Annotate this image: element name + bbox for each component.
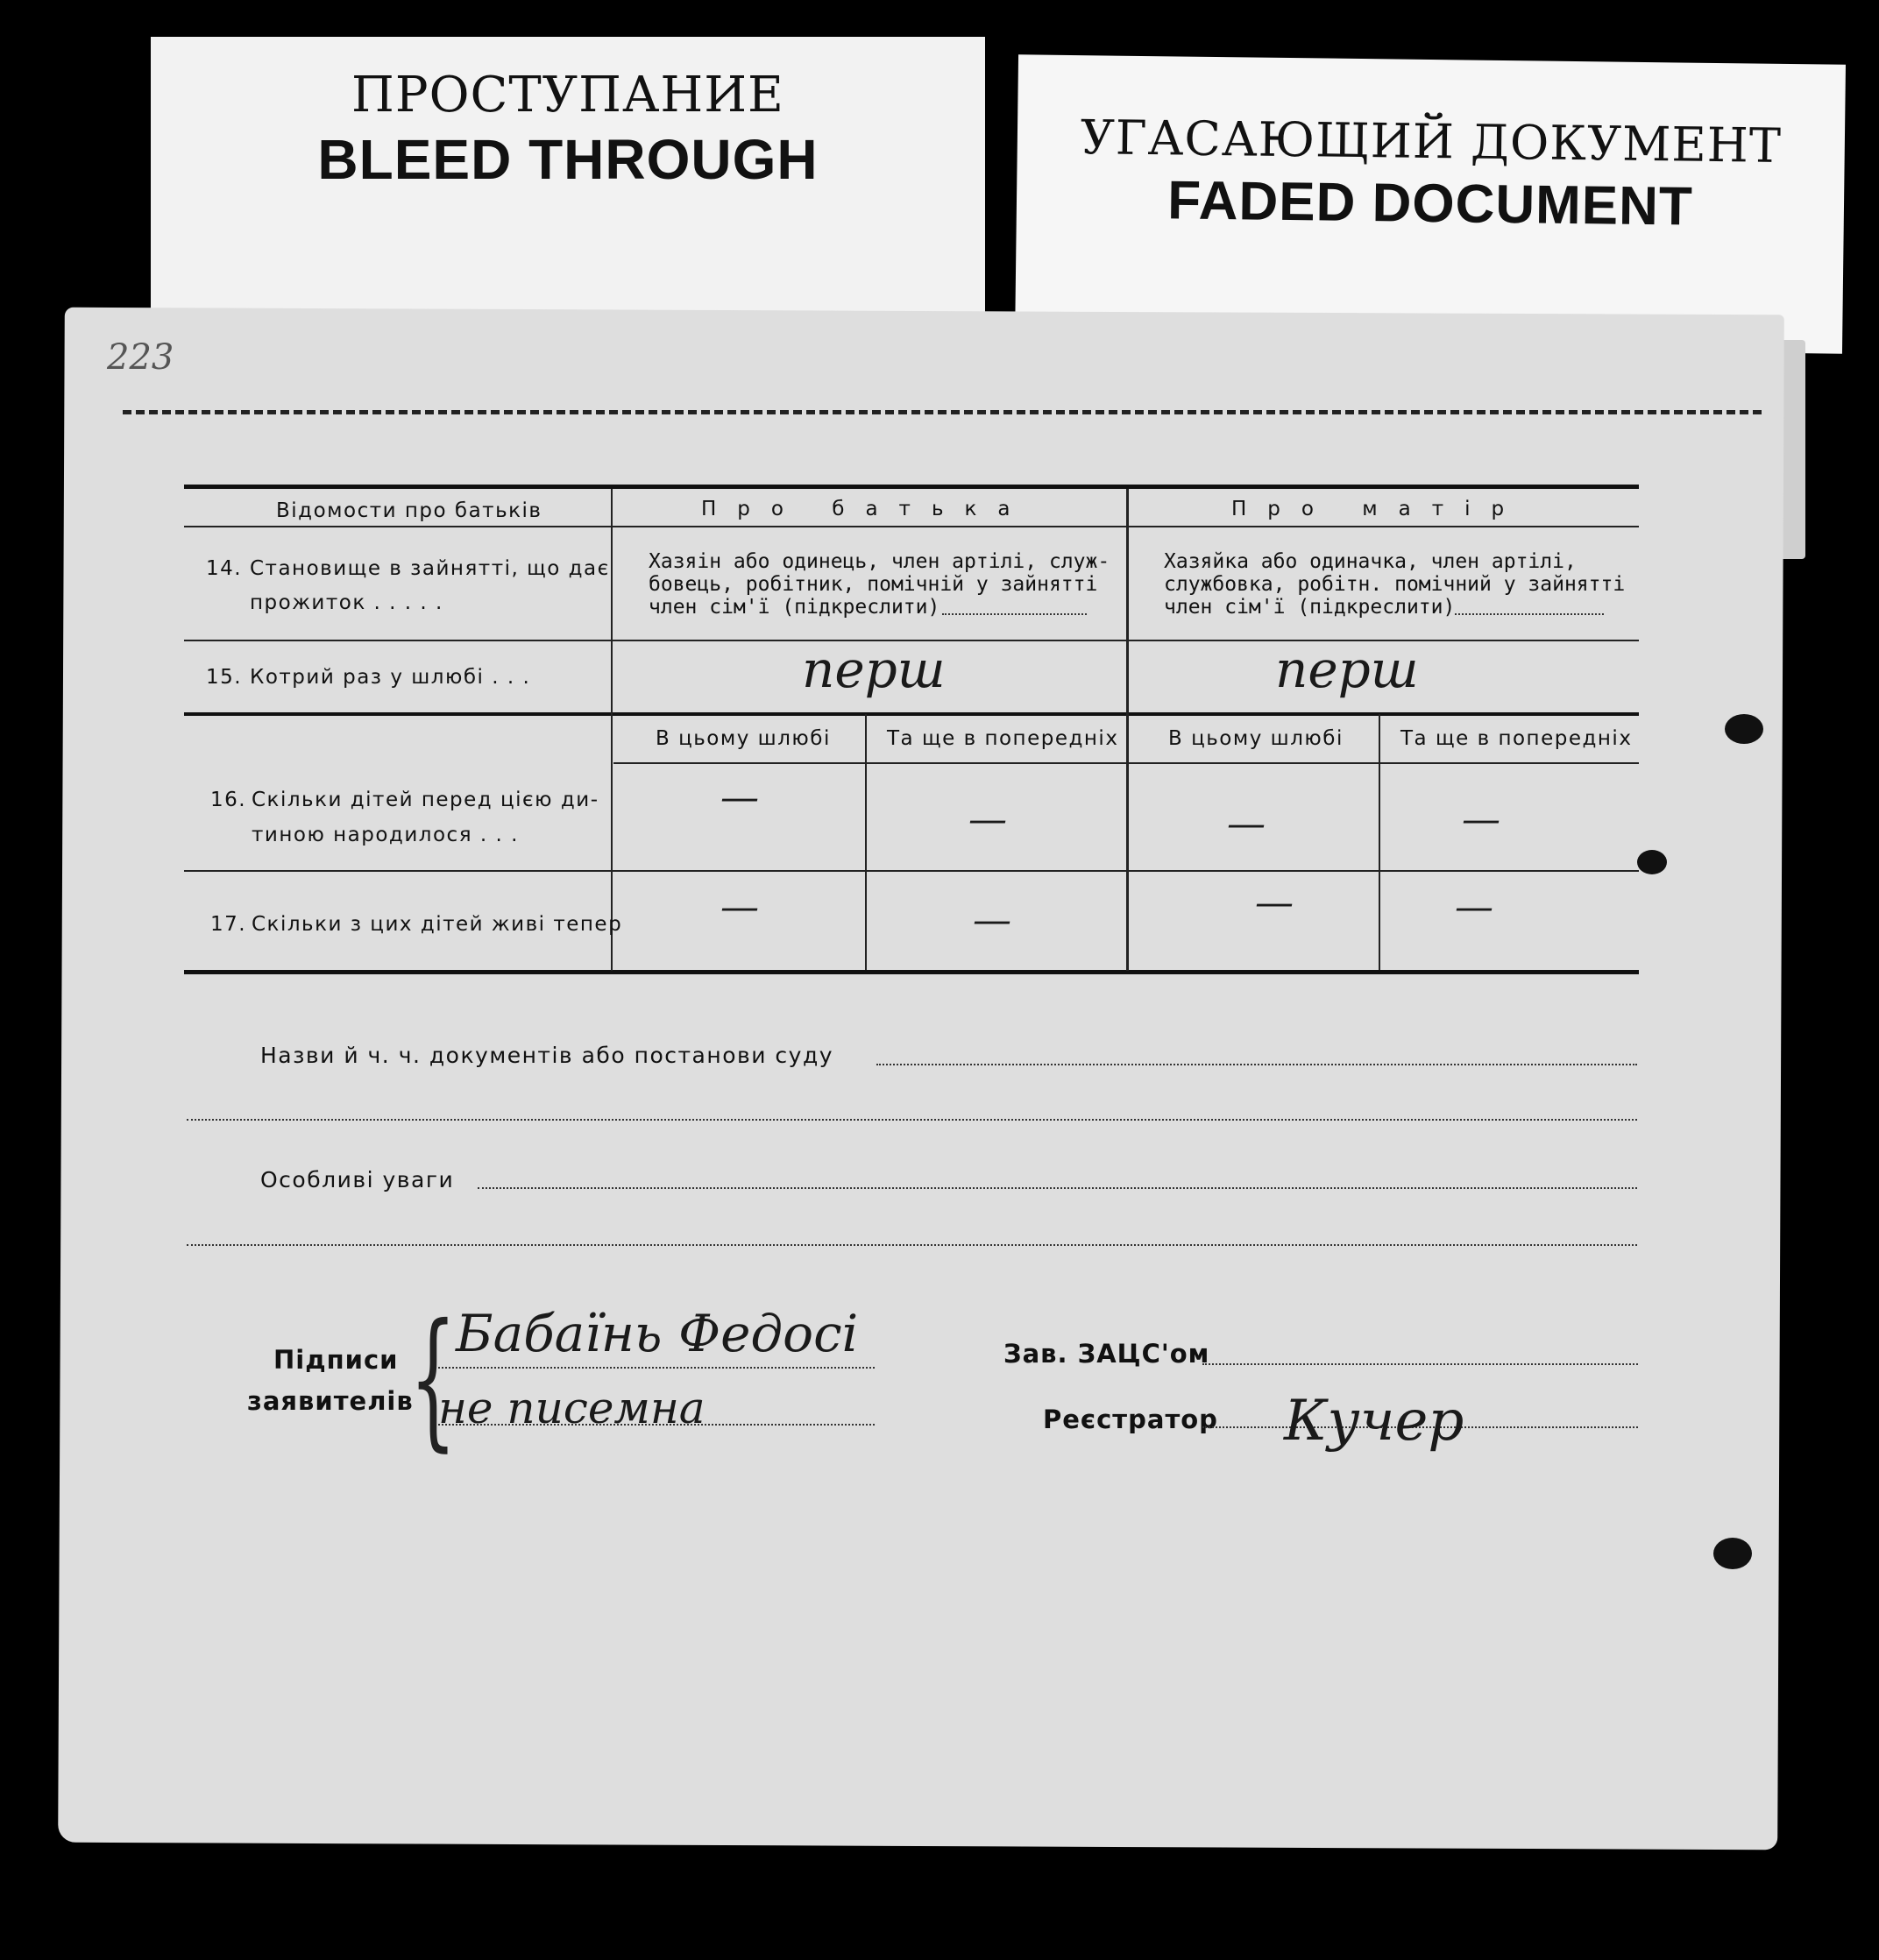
head-of-registry-label: Зав. ЗАЦС'ом (1003, 1339, 1210, 1369)
row14-father-line2: бовець, робітник, помічній у зайнятті (649, 573, 1098, 596)
row15-rule (184, 712, 1639, 716)
registrar-label: Реєстратор (1043, 1405, 1218, 1434)
head-of-registry-dots (1202, 1363, 1638, 1365)
mother-this-marriage-header: В цьому шлюбі (1168, 727, 1344, 750)
row17-father-this: — (720, 885, 759, 930)
row15-mother-value: перш (1275, 640, 1419, 699)
header-father: Про батька (701, 498, 1032, 520)
father-children-divider (865, 714, 867, 970)
bleed-through-card (151, 37, 985, 326)
row15-father-value: перш (802, 640, 946, 699)
remarks-label: Особливі уваги (260, 1167, 455, 1192)
row17-label: Скільки з цих дітей живі тепер (252, 913, 623, 936)
punch-hole-3 (1713, 1538, 1752, 1569)
documents-label: Назви й ч. ч. документів або постанови суду (260, 1043, 834, 1068)
mother-children-divider (1379, 714, 1380, 970)
perforation-line (123, 410, 1762, 414)
parents-divider (1126, 489, 1129, 971)
faded-document-ru: УГАСАЮЩИЙ ДОКУМЕНТ (1080, 110, 1783, 173)
row14-number: 14. (206, 557, 243, 580)
table-bottom-rule (184, 970, 1639, 974)
punch-hole-1 (1725, 714, 1763, 744)
row17-mother-this: — (1255, 881, 1294, 925)
row14-mother-dots (1455, 613, 1604, 615)
row16-label-line2: тиною народилося . . . (252, 824, 519, 846)
row14-mother-line3: член сім'ї (підкреслити) (1164, 596, 1456, 619)
row14-mother-line1: Хазяйка або одиначка, член артілі, (1164, 550, 1577, 573)
row16-mother-previous: — (1462, 797, 1500, 842)
row16-father-previous: — (968, 797, 1007, 842)
signature-dots-1 (438, 1367, 875, 1369)
father-this-marriage-header: В цьому шлюбі (656, 727, 831, 750)
header-rule (184, 526, 1639, 527)
row14-father-line3: член сім'ї (підкреслити) (649, 596, 940, 619)
table-top-rule (184, 485, 1639, 489)
row17-father-previous: — (973, 898, 1011, 943)
faded-document-en: FADED DOCUMENT (1166, 170, 1694, 237)
faded-document-card (1015, 54, 1846, 354)
header-mother: Про матір (1231, 498, 1526, 520)
signatures-label-line2: заявителів (247, 1386, 414, 1416)
row14-label-line1: Становище в зайнятті, що дає (250, 557, 610, 580)
bleed-through-ru: ПРОСТУПАНИЕ (351, 67, 784, 124)
row16-mother-this: — (1227, 802, 1266, 846)
row14-father-line1: Хазяін або одинець, член артілі, служ- (649, 550, 1110, 573)
row15-label: Котрий раз у шлюбі . . . (250, 666, 531, 689)
row17-number: 17. (210, 913, 247, 936)
father-previous-header: Та ще в попередніх (887, 727, 1119, 750)
row15-number: 15. (206, 666, 243, 689)
signatures-label-line1: Підписи (273, 1345, 399, 1375)
row17-mother-previous: — (1455, 885, 1493, 930)
documents-dots-1 (876, 1064, 1637, 1065)
row16-label-line1: Скільки дітей перед цією ди- (252, 789, 599, 811)
remarks-dots-2 (187, 1244, 1637, 1246)
mother-previous-header: Та ще в попередніх (1400, 727, 1633, 750)
remarks-dots-1 (478, 1187, 1637, 1189)
row14-father-dots (942, 613, 1087, 615)
applicant-signature-1: Бабаїнь Федосі (456, 1304, 859, 1363)
punch-hole-2 (1637, 850, 1667, 874)
row16-number: 16. (210, 789, 247, 811)
bleed-through-en: BLEED THROUGH (317, 128, 819, 191)
header-parents-info: Відомости про батьків (276, 499, 542, 522)
applicant-signature-2: не писемна (438, 1383, 706, 1433)
row14-mother-line2: службовка, робітн. помічний у зайнятті (1164, 573, 1626, 596)
registrar-signature: Кучер (1284, 1389, 1464, 1454)
signature-dots-2 (438, 1424, 875, 1426)
form-sheet (58, 308, 1784, 1850)
row14-label-line2: прожиток . . . . . (250, 591, 443, 614)
col1-divider (611, 489, 613, 971)
signatures-brace: { (409, 1292, 457, 1466)
row16-rule (184, 870, 1639, 872)
documents-dots-2 (187, 1119, 1637, 1121)
row16-father-this: — (720, 775, 759, 820)
reference-mark: 223 (107, 337, 174, 378)
